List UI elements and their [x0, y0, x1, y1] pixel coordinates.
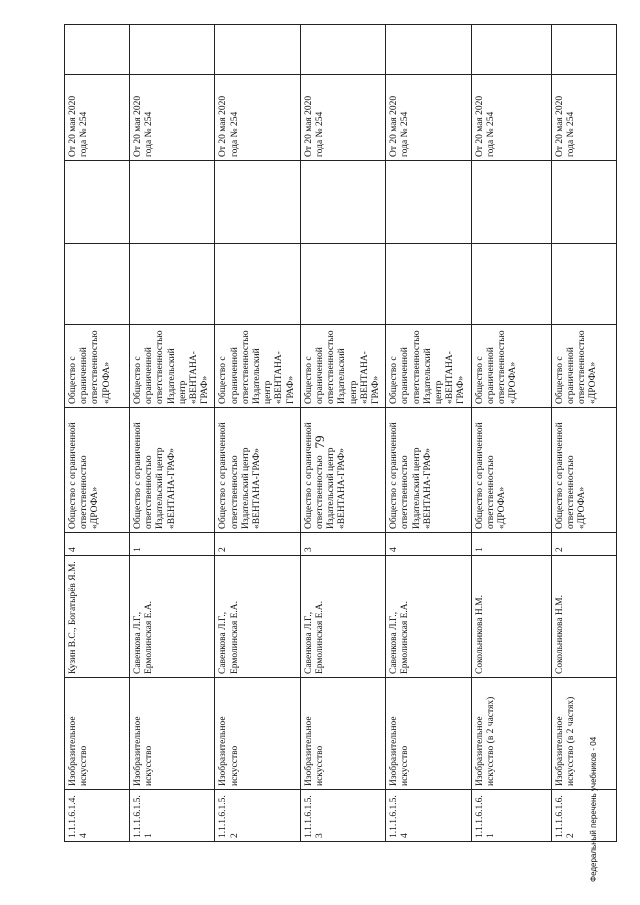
- publisher-full-cell: Общество с ограниченной ответственностью «ДРОФА»: [551, 325, 616, 408]
- publisher-cell: Общество с ограниченной ответственностью «ДРОФА»: [471, 408, 551, 533]
- code-cell: 1.1.1.6.1.5.2: [215, 790, 300, 842]
- authors-cell: Савенкова Л.Г., Ермолинская Е.А.: [215, 556, 300, 678]
- publisher-full-cell: Общество с ограниченной ответственностью Издательский центр «ВЕНТАНА-ГРАФ»: [386, 325, 471, 408]
- authors-cell: Савенкова Л.Г., Ермолинская Е.А.: [130, 556, 215, 678]
- order-cell: От 20 мая 2020 года № 254: [471, 75, 551, 161]
- empty-cell: [300, 161, 385, 244]
- grade-cell: 2: [215, 533, 300, 556]
- grade-cell: 3: [300, 533, 385, 556]
- code-cell: 1.1.1.6.1.6.2: [551, 790, 616, 842]
- empty-cell: [215, 161, 300, 244]
- publisher-full-cell: Общество с ограниченной ответственностью Издательский центр «ВЕНТАНА-ГРАФ»: [300, 325, 385, 408]
- publisher-full-cell: Общество с ограниченной ответственностью «ДРОФА»: [471, 325, 551, 408]
- empty-cell: [65, 25, 130, 75]
- publisher-cell: Общество с ограниченной ответственностью Издательский центр «ВЕНТАНА-ГРАФ»: [300, 408, 385, 533]
- publisher-cell: Общество с ограниченной ответственностью Издательский центр «ВЕНТАНА-ГРАФ»: [130, 408, 215, 533]
- textbook-list-table: [64, 24, 617, 842]
- table-row: [386, 25, 471, 842]
- empty-cell: [65, 244, 130, 325]
- empty-cell: [65, 161, 130, 244]
- empty-cell: [471, 25, 551, 75]
- table-body: [65, 25, 617, 842]
- code-cell: 1.1.1.6.1.6.1: [471, 790, 551, 842]
- empty-cell: [471, 244, 551, 325]
- authors-cell: Савенкова Л.Г., Ермолинская Е.А.: [300, 556, 385, 678]
- publisher-full-cell: Общество с ограниченной ответственностью Издательский центр «ВЕНТАНА-ГРАФ»: [130, 325, 215, 408]
- subject-cell: Изобразительное искусство: [386, 678, 471, 790]
- empty-cell: [130, 244, 215, 325]
- page-number: 79: [312, 435, 327, 449]
- table-row: [215, 25, 300, 842]
- code-cell: 1.1.1.6.1.5.3: [300, 790, 385, 842]
- order-cell: От 20 мая 2020 года № 254: [386, 75, 471, 161]
- publisher-cell: Общество с ограниченной ответственностью Издательский центр «ВЕНТАНА-ГРАФ»: [386, 408, 471, 533]
- empty-cell: [471, 161, 551, 244]
- code-cell: 1.1.1.6.1.5.1: [130, 790, 215, 842]
- authors-cell: Сокольникова Н.М.: [471, 556, 551, 678]
- code-cell: 1.1.1.6.1.4.4: [65, 790, 130, 842]
- empty-cell: [386, 25, 471, 75]
- subject-cell: Изобразительное искусство (в 2 частях): [471, 678, 551, 790]
- table-row: [471, 25, 551, 842]
- grade-cell: 2: [551, 533, 616, 556]
- grade-cell: 4: [65, 533, 130, 556]
- authors-cell: Сокольникова Н.М.: [551, 556, 616, 678]
- grade-cell: 1: [130, 533, 215, 556]
- grade-cell: 1: [471, 533, 551, 556]
- table-row: [130, 25, 215, 842]
- subject-cell: Изобразительное искусство: [65, 678, 130, 790]
- empty-cell: [551, 161, 616, 244]
- table-row: [551, 25, 616, 842]
- order-cell: От 20 мая 2020 года № 254: [551, 75, 616, 161]
- grade-cell: 4: [386, 533, 471, 556]
- empty-cell: [551, 25, 616, 75]
- empty-cell: [386, 244, 471, 325]
- empty-cell: [300, 244, 385, 325]
- authors-cell: Кузин В.С., Богатырёв Я.М.: [65, 556, 130, 678]
- code-cell: 1.1.1.6.1.5.4: [386, 790, 471, 842]
- order-cell: От 20 мая 2020 года № 254: [65, 75, 130, 161]
- table-row: [65, 25, 130, 842]
- publisher-full-cell: Общество с ограниченной ответственностью Издательский центр «ВЕНТАНА-ГРАФ»: [215, 325, 300, 408]
- subject-cell: Изобразительное искусство: [300, 678, 385, 790]
- empty-cell: [130, 161, 215, 244]
- publisher-cell: Общество с ограниченной ответственностью Издательский центр «ВЕНТАНА-ГРАФ»: [215, 408, 300, 533]
- order-cell: От 20 мая 2020 года № 254: [215, 75, 300, 161]
- empty-cell: [130, 25, 215, 75]
- publisher-cell: Общество с ограниченной ответственностью «ДРОФА»: [65, 408, 130, 533]
- empty-cell: [215, 244, 300, 325]
- order-cell: От 20 мая 2020 года № 254: [130, 75, 215, 161]
- subject-cell: Изобразительное искусство: [215, 678, 300, 790]
- table-row: [300, 25, 385, 842]
- empty-cell: [551, 244, 616, 325]
- publisher-cell: Общество с ограниченной ответственностью «ДРОФА»: [551, 408, 616, 533]
- subject-cell: Изобразительное искусство (в 2 частях): [551, 678, 616, 790]
- empty-cell: [215, 25, 300, 75]
- subject-cell: Изобразительное искусство: [130, 678, 215, 790]
- empty-cell: [300, 25, 385, 75]
- authors-cell: Савенкова Л.Г., Ермолинская Е.А.: [386, 556, 471, 678]
- publisher-full-cell: Общество с ограниченной ответственностью «ДРОФА»: [65, 325, 130, 408]
- order-cell: От 20 мая 2020 года № 254: [300, 75, 385, 161]
- empty-cell: [386, 161, 471, 244]
- page-footer: Федеральный перечень учебников - 04: [589, 736, 598, 882]
